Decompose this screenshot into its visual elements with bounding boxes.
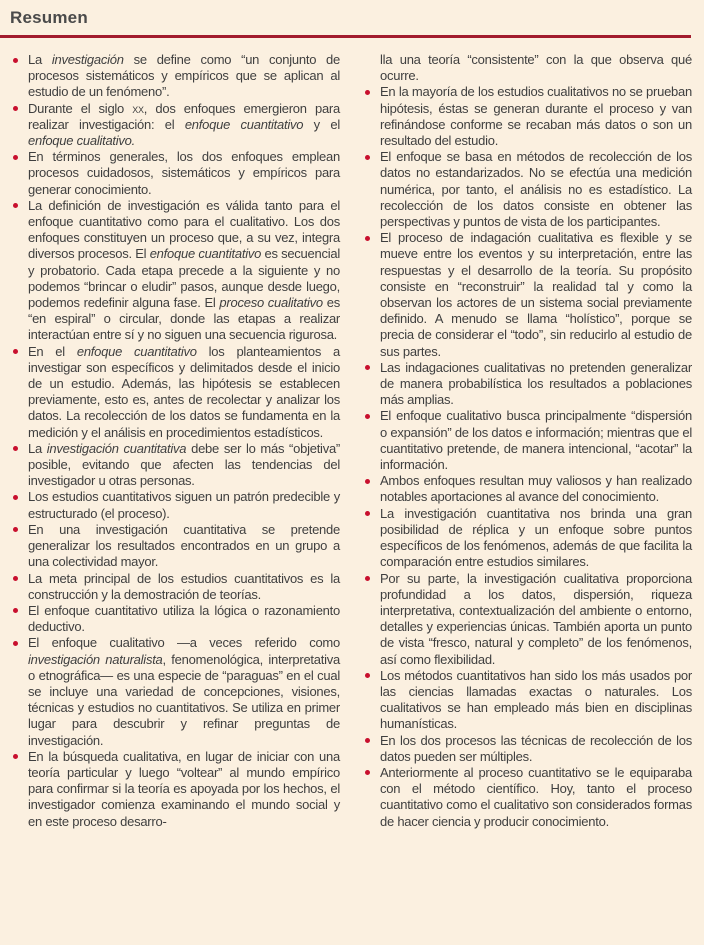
list-item-text: investigación <box>51 52 124 67</box>
list-item-text: xx <box>132 100 144 116</box>
list-item-text: La definición de investigación es válida tanto para el enfoque cuantitativo como para el cualitativo. Los dos enfoques constituyen un proceso que, a su vez, integra diversos procesos. El <box>28 197 340 262</box>
list-item-text: La meta principal de los estudios cuantitativos es la construcción y la demostración de teorías. <box>28 570 340 602</box>
list-item-text: es “en espiral” o circular, donde las etapas a realizar interactúan entre sí y no siguen una secuencia rigurosa. <box>28 295 340 343</box>
list-item-text: Ambos enfoques resultan muy valiosos y han realizado notables aportaciones al avance del conocimiento. <box>380 473 692 505</box>
list-item <box>362 473 692 505</box>
bullet-icon <box>13 58 18 63</box>
summary-list-left <box>10 52 340 830</box>
summary-columns <box>0 38 704 830</box>
list-item-text: se define como “un conjunto de procesos sistemáticos y empíricos que se aplican al estudio de un fenómeno”. <box>28 52 340 100</box>
list-item <box>362 733 692 765</box>
list-item-text: La investigación cuantitativa nos brinda una gran posibilidad de réplica y un enfoque sobre puntos específicos de los fenómenos, además de que facilita la comparación entre estudios similares. <box>380 505 692 570</box>
bullet-icon <box>365 236 370 241</box>
list-item-text: , fenomenológica, interpretativa o etnográfica— es una especie de “paraguas” en el cual se incluye una variedad de concepciones, visiones, técnicas y estudios no cuantitativos. Se utiliza en primer lugar para descubrir y refinar preguntas de investigación. <box>28 651 341 748</box>
list-item-text: Los métodos cuantitativos han sido los más usados por las ciencias llamadas exactas o naturales. Los cualitativos se han empleado más bien en disciplinas humanísticas. <box>380 667 692 732</box>
list-item <box>362 506 692 571</box>
list-item <box>10 344 340 441</box>
list-item <box>10 522 340 571</box>
list-item <box>362 360 692 409</box>
list-item-text: enfoque cualitativo. <box>28 133 136 149</box>
bullet-icon <box>365 738 370 743</box>
list-item-text: debe ser lo más “objetiva” posible, evitando que afecten las tendencias del investigador u otras personas. <box>28 440 341 489</box>
list-item-text: lla una teoría “consistente” con la que observa qué ocurre. <box>380 52 692 84</box>
list-item-text: enfoque cuantitativo <box>149 246 262 262</box>
bullet-icon <box>365 414 370 419</box>
bullet-icon <box>13 155 18 160</box>
list-item-text: El enfoque cualitativo —a veces referido como <box>28 635 340 651</box>
bullet-icon <box>13 608 18 613</box>
bullet-icon <box>13 446 18 451</box>
list-item-text: En la búsqueda cualitativa, en lugar de iniciar con una teoría particular y luego “voltear” al mundo empírico para confirmar si la teoría es apoyada por los hechos, el investigador comienza examinando el mundo social y en este proceso desarro- <box>28 748 340 829</box>
list-item-text: El enfoque cuantitativo utiliza la lógica o razonamiento deductivo. <box>28 602 340 635</box>
list-item-text: Por su parte, la investigación cualitativa proporciona profundidad a los datos, dispersión, riqueza interpretativa, contextualización del ambiente o entorno, detalles y experiencias únicas. También aporta un punto de vista “fresco, natural y completo” de los fenómenos, así como flexibilidad. <box>380 570 692 667</box>
list-item <box>362 765 692 830</box>
list-item-text: enfoque cuantitativo <box>76 343 197 359</box>
bullet-icon <box>365 155 370 160</box>
list-item-text: En los dos procesos las técnicas de recolección de los datos pueden ser múltiples. <box>380 732 692 764</box>
list-item-text: El enfoque se basa en métodos de recolección de los datos no estandarizados. No se efectúa una medición numérica, por tanto, el análisis no es estadístico. La recolección de los datos consiste en obtener las perspectivas y puntos de vista de los participantes. <box>380 149 692 230</box>
bullet-icon <box>13 495 18 500</box>
list-item-text: El enfoque cualitativo busca principalmente “dispersión o expansión” de los datos e información; mientras que el cuantitativo pretende, de manera intencional, “acotar” la información. <box>380 408 692 473</box>
list-item <box>10 198 340 344</box>
list-item-text: y el <box>303 116 340 132</box>
list-item-text: En términos generales, los dos enfoques emplean procesos cuidadosos, sistemáticos y empíricos para generar conocimiento. <box>28 149 340 197</box>
list-item <box>10 571 340 603</box>
list-item <box>10 749 340 830</box>
list-item-text: Las indagaciones cualitativas no pretenden generalizar de manera probabilística los resultados a poblaciones más amplias. <box>380 359 692 408</box>
list-item <box>362 571 692 668</box>
list-item <box>362 84 692 149</box>
bullet-icon <box>13 527 18 532</box>
bullet-icon <box>365 511 370 516</box>
bullet-icon <box>365 576 370 581</box>
list-item-text: , dos enfoques emergieron para realizar investigación: el <box>28 100 340 132</box>
list-item-text: investigación cuantitativa <box>46 440 187 456</box>
list-item-continuation <box>362 52 692 84</box>
bullet-icon <box>365 673 370 678</box>
bullet-icon <box>365 770 370 775</box>
list-item-text: La <box>28 52 52 67</box>
list-item-text: La <box>28 440 47 456</box>
list-item-text: proceso cualitativo <box>219 295 323 311</box>
bullet-icon <box>13 754 18 759</box>
list-item-text: El proceso de indagación cualitativa es flexible y se mueve entre los eventos y su interpretación, entre las respuestas y el desarrollo de la teoría. Su propósito consiste en “reconstruir” la realidad tal y como la observan los actores de un sistema social previamente definido. A menudo se llama “holístico”, porque se precia de considerar el “todo”, sin reducirlo al estudio de sus partes. <box>380 230 692 359</box>
left-column <box>10 52 340 830</box>
right-column <box>362 52 692 830</box>
page-title: Resumen <box>10 8 88 27</box>
list-item <box>362 668 692 733</box>
list-item-text: investigación naturalista <box>28 651 163 667</box>
bullet-icon <box>13 349 18 354</box>
list-item-text: Anteriormente al proceso cuantitativo se le equiparaba con el método científico. Hoy, tanto el proceso cuantitativo como el cualitativo son considerados formas de hacer ciencia y producir conocimiento. <box>380 764 692 829</box>
list-item <box>10 635 340 748</box>
list-item-text: enfoque cuantitativo <box>184 116 304 132</box>
list-item-text: es secuencial y probatorio. Cada etapa precede a la siguiente y no podemos “brincar o eludir” pasos, aunque desde luego, podemos redefinir alguna fase. El <box>28 246 340 311</box>
summary-header <box>0 0 704 29</box>
list-item <box>362 149 692 230</box>
list-item-text: Durante el siglo <box>28 100 133 116</box>
bullet-icon <box>365 479 370 484</box>
bullet-icon <box>365 365 370 370</box>
list-item-text: En el <box>28 343 77 359</box>
bullet-icon <box>13 641 18 646</box>
list-item <box>362 230 692 360</box>
list-item <box>10 441 340 490</box>
bullet-icon <box>365 90 370 95</box>
bullet-icon <box>13 106 18 111</box>
bullet-icon <box>13 203 18 208</box>
list-item <box>362 408 692 473</box>
list-item <box>10 101 340 150</box>
list-item-text: En una investigación cuantitativa se pretende generalizar los resultados encontrados en un grupo a una colectividad mayor. <box>28 521 340 570</box>
list-item-text: los planteamientos a investigar son específicos y delimitados desde el inicio de un estudio. Además, las hipótesis se establecen previamente, esto es, antes de recolectar y analizar los datos. La recolección de los datos se fundamenta en la medición y el análisis en procedimientos estadísticos. <box>28 343 341 440</box>
summary-list-right <box>362 52 692 830</box>
list-item <box>10 52 340 101</box>
bullet-icon <box>13 576 18 581</box>
list-item <box>10 603 340 635</box>
list-item-text: Los estudios cuantitativos siguen un patrón predecible y estructurado (el proceso). <box>28 489 340 521</box>
list-item-text: En la mayoría de los estudios cualitativos no se prueban hipótesis, éstas se generan durante el proceso y van refinándose conforme se recaban más datos o son un resultado del estudio. <box>380 84 692 149</box>
list-item <box>10 149 340 198</box>
list-item <box>10 489 340 521</box>
